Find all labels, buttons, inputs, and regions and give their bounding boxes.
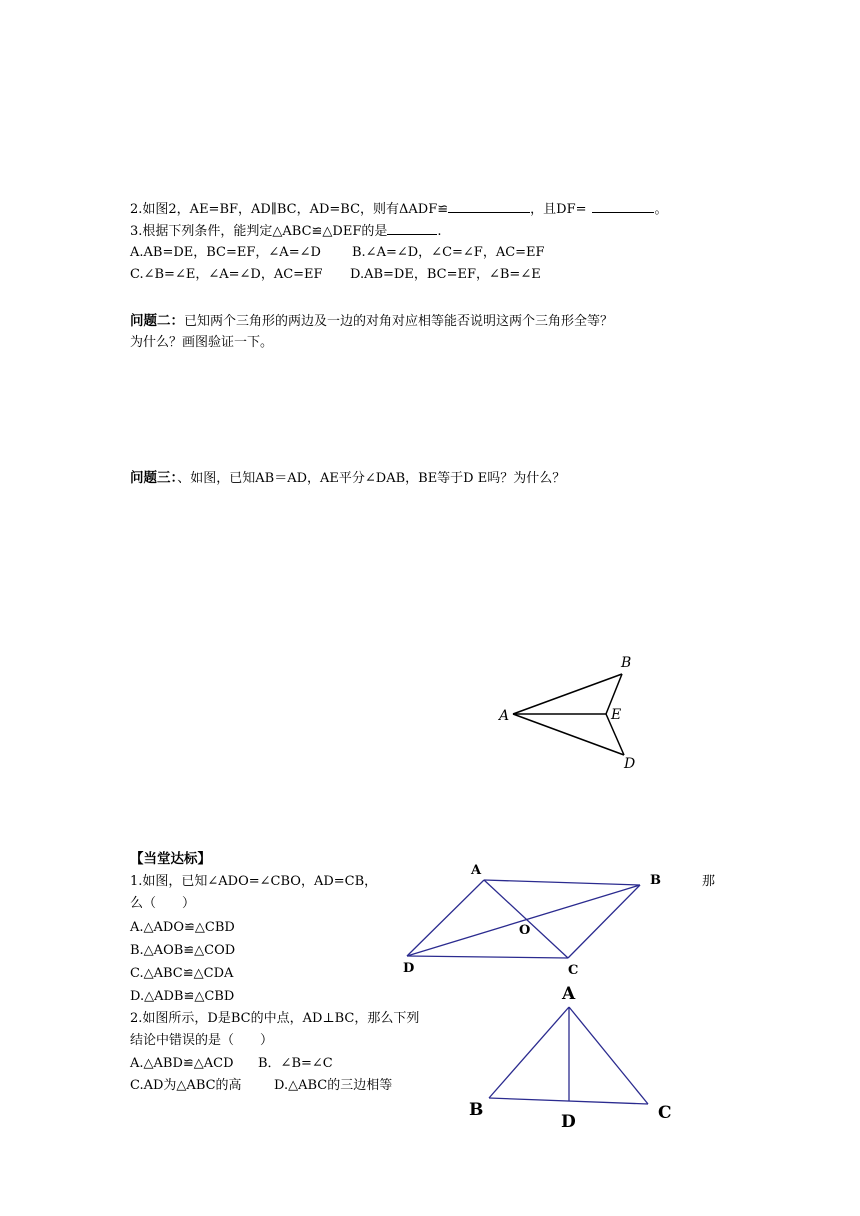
label-c: C xyxy=(568,963,579,978)
practice-heading-text: 【当堂达标】 xyxy=(130,851,211,867)
question-2-suffix: 。 xyxy=(654,202,668,217)
problem-3-text: 、如图，已知AB＝AD，AE平分∠DAB，BE等于D E吗？为什么？ xyxy=(177,471,566,486)
problem-2-text-2: 为什么？画图验证一下。 xyxy=(130,335,274,350)
label-d: D xyxy=(403,961,415,976)
option-a: A.△ABD≌△ACD xyxy=(130,1056,234,1071)
option-d: D.△ADB≌△CBD xyxy=(130,989,235,1004)
option-c: C.∠B=∠E，∠A=∠D，AC=EF xyxy=(130,267,323,282)
option-b: B.△AOB≌△COD xyxy=(130,943,236,958)
option-d: D.△ABC的三边相等 xyxy=(274,1078,393,1093)
practice-q2-stem-2-text: 结论中错误的是（ ） xyxy=(130,1033,274,1048)
practice-q2-stem-1-text: 2.如图所示，D是BC的中点，AD⊥BC，那么下列 xyxy=(130,1011,420,1026)
practice-q1-stem-1-text: 1.如图，已知∠ADO=∠CBO，AD=CB， xyxy=(130,874,378,889)
segment-ac xyxy=(569,1007,648,1104)
label-a: A xyxy=(499,708,510,724)
label-o: O xyxy=(519,923,531,938)
question-3-stem-suffix: . xyxy=(437,224,442,239)
problem-3-label: 问题三： xyxy=(130,470,178,486)
option-c: C.AD为△ABC的高 xyxy=(130,1078,242,1093)
label-a: A xyxy=(471,863,482,878)
option-d: D.AB=DE，BC=EF，∠B=∠E xyxy=(350,267,541,282)
option-c: C.△ABC≌△CDA xyxy=(130,966,234,981)
segment-ab xyxy=(489,1007,569,1098)
question-2-prefix: 2.如图2，AE=BF，AD∥BC，AD=BC，则有ΔADF≌ xyxy=(130,202,449,217)
practice-q1-stem-tail-text: 那 xyxy=(702,874,716,889)
label-b: B xyxy=(650,873,661,888)
option-a: A.△ADO≌△CBD xyxy=(130,920,235,935)
label-b: B xyxy=(469,1100,484,1120)
option-a: A.AB=DE，BC=EF，∠A=∠D xyxy=(130,245,321,260)
option-b: B．∠B=∠C xyxy=(258,1056,333,1071)
problem-2-label: 问题二： xyxy=(130,313,184,329)
option-b: B.∠A=∠D，∠C=∠F，AC=EF xyxy=(352,245,545,260)
label-b: B xyxy=(621,655,632,671)
label-c: C xyxy=(658,1103,672,1123)
practice-q1-stem-2-text: 么（ ） xyxy=(130,896,196,911)
label-d: D xyxy=(561,1112,576,1132)
question-3-stem-prefix: 3.根据下列条件，能判定△ABC≌△DEF的是 xyxy=(130,224,388,239)
label-e: E xyxy=(611,707,622,723)
problem-2-text-1: 已知两个三角形的两边及一边的对角对应相等能否说明这两个三角形全等？ xyxy=(184,314,614,329)
label-d: D xyxy=(624,756,636,772)
question-2-middle: ，且DF= xyxy=(530,202,587,217)
label-a: A xyxy=(562,984,576,1004)
